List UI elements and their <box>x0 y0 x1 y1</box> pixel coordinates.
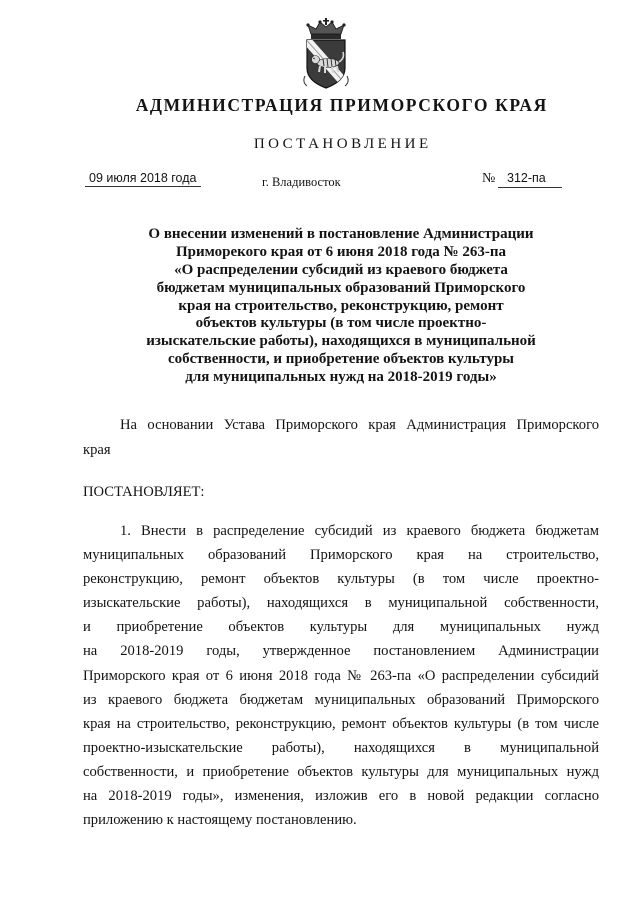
document-number: 312-па <box>507 171 546 185</box>
paragraph-line: края на строительство, реконструкцию, ремонт объектов культуры (в том числе <box>83 715 599 732</box>
title-line: бюджетам муниципальных образований Приморского <box>156 279 526 296</box>
paragraph-line: муниципальных образований Приморского края на строительство, <box>83 547 599 564</box>
title-line: края на строительство, реконструкцию, ремонт <box>178 297 504 314</box>
paragraph-1 <box>83 519 599 832</box>
paragraph-line: реконструкцию, ремонт объектов культуры (в том числе проектно- <box>83 571 599 588</box>
paragraph-line: проектно-изыскательские работы), находящихся в муниципальной <box>83 739 599 756</box>
title-line: Приморекого края от 6 июня 2018 года № 263-па <box>176 243 506 260</box>
title-line: изыскательские работы), находящихся в муниципальной <box>146 333 536 350</box>
paragraph-line: Приморского края от 6 июня 2018 года № 263-па «О распределении субсидий <box>83 667 599 684</box>
paragraph-line: 1. Внести в распределение субсидий из краевого бюджета бюджетам <box>120 523 599 539</box>
paragraph-line: на 2018-2019 годы, утвержденное постановлением Администрации <box>83 643 599 660</box>
document-date: 09 июля 2018 года <box>89 171 197 185</box>
document-title <box>83 226 599 387</box>
paragraph-line: приложению к настоящему постановлению. <box>83 812 357 829</box>
paragraph-line: на 2018-2019 годы», изменения, изложив его в новой редакции согласно <box>83 788 599 805</box>
paragraph-line: изыскательские работы), находящихся в муниципальной собственности, <box>83 595 599 612</box>
preamble <box>83 413 599 463</box>
title-line: «О распределении субсидий из краевого бюджета <box>174 261 508 278</box>
title-line: собственности, и приобретение объектов культуры <box>167 351 514 368</box>
coat-of-arms-icon <box>299 18 353 90</box>
date-underline <box>85 186 201 187</box>
crown-icon <box>306 18 345 39</box>
title-line: О внесении изменений в постановление Администрации <box>148 226 534 242</box>
paragraph-line: и приобретение объектов культуры для муниципальных нужд <box>83 619 599 636</box>
paragraph-line: собственности, и приобретение объектов культуры для муниципальных нужд <box>83 763 599 780</box>
paragraph-line: из краевого бюджета бюджетам муниципальных образований Приморского <box>83 691 599 708</box>
number-underline <box>498 187 562 188</box>
preamble-line: края <box>83 442 111 458</box>
title-line: объектов культуры (в том числе проектно- <box>195 315 487 332</box>
title-line: для муниципальных нужд на 2018-2019 годы» <box>185 369 497 386</box>
organization-name: АДМИНИСТРАЦИЯ ПРИМОРСКОГО КРАЯ <box>135 95 548 115</box>
resolve-heading: ПОСТАНОВЛЯЕТ: <box>83 484 205 500</box>
document-city: г. Владивосток <box>262 175 341 189</box>
number-sign: № <box>482 171 496 186</box>
document-type: ПОСТАНОВЛЕНИЕ <box>253 136 432 152</box>
preamble-line: На основании Устава Приморского края Администрация Приморского <box>120 417 599 433</box>
